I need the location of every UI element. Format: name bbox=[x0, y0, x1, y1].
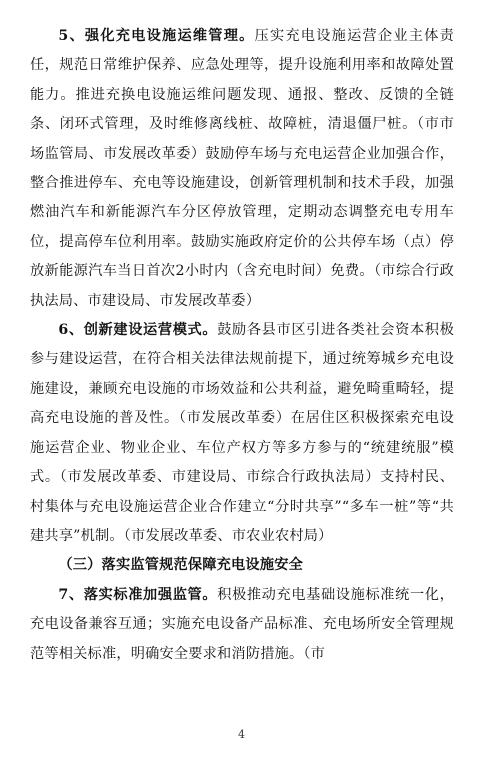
paragraph-body: 积极推动充电基础设施标准统一化，充电设备兼容互通；实施充电设备产品标准、充电场所安全管理规范等相关标准，明确安全要求和消防措施。（市 bbox=[30, 586, 454, 662]
paragraph-7 bbox=[30, 581, 454, 669]
paragraph-lead: 5、强化充电设施运维管理。 bbox=[58, 28, 255, 44]
paragraph-6 bbox=[30, 316, 454, 551]
paragraph-body: 鼓励各县市区引进各类社会资本积极参与建设运营，在符合相关法律法规前提下，通过统筹城乡充电设施建设，兼顾充电设施的市场效益和公共利益，避免畸重畸轻，提高充电设施的普及性。（市发展改革委）在居住区积极探索充电设施运营企业、物业企业、车位产权方等多方参与的“统建统服”模式。（市发展改革委、市建设局、市综合行政执法局）支持村民、村集体与充电设施运营企业合作建立“分时共享”“多车一桩”等“共建共享”机制。（市发展改革委、市农业农村局） bbox=[30, 322, 454, 544]
document-page bbox=[30, 22, 454, 669]
page-number: 4 bbox=[238, 728, 245, 741]
paragraph-body: 压实充电设施运营企业主体责任，规范日常维护保养、应急处理等，提升设施利用率和故障处置能力。推进充换电设施运维问题发现、通报、整改、反馈的全链条、闭环式管理，及时维修离线桩、故障桩，清退僵尸桩。（市市场监管局、市发展改革委）鼓励停车场与充电运营企业加强合作，整合推进停车、充电等设施建设，创新管理机制和技术手段，加强燃油汽车和新能源汽车分区停放管理，定期动态调整充电专用车位，提高停车位利用率。鼓励实施政府定价的公共停车场（点）停放新能源汽车当日首次2小时内（含充电时间）免费。（市综合行政执法局、市建设局、市发展改革委） bbox=[30, 28, 454, 309]
paragraph-5 bbox=[30, 22, 454, 316]
section-heading: （三）落实监管规范保障充电设施安全 bbox=[58, 557, 303, 574]
paragraph-lead: 7、落实标准加强监管。 bbox=[58, 586, 218, 603]
paragraph-lead: 6、创新建设运营模式。 bbox=[58, 322, 218, 339]
